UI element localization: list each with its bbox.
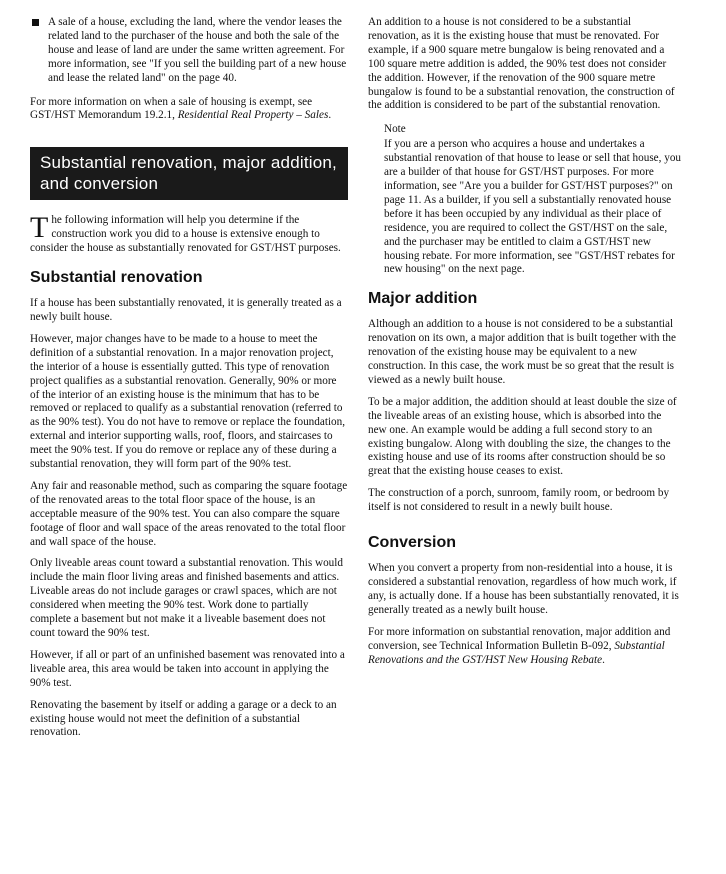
bullet-text: A sale of a house, excluding the land, where the vendor leases the related land to the purchaser of the house and both the sale of the house and lease of land are under the same written agreement. For more information, see "If you sell the building part of a new house and lease the related land" on the page 40. <box>48 16 347 84</box>
bulletin-reference-suffix: . <box>602 653 605 666</box>
paragraph: To be a major addition, the addition should at least double the size of the liveable areas of an existing house, which is absorbed into the new one. An example would be adding a full second story to an existing bungalow. Along with doubling the size, the changes to the existing house and use of its rooms after construction should be so great that the existing house ceases to exist. <box>368 395 677 478</box>
note-label: Note <box>384 123 406 136</box>
intro-text: he following information will help you determine if the construction work you did to a house is extensive enough to consider the house as substantially renovated for GST/HST purposes. <box>30 214 341 255</box>
memo-reference-title: Residential Real Property – Sales <box>177 109 329 122</box>
left-column <box>30 16 348 748</box>
addition-paragraph: An addition to a house is not considered to be a substantial renovation, as it is the existing house that must be renovated. For example, if a 900 square metre bungalow is being renovated and a 100 square metre addition is added, the 90% test does not consider the addition. However, if the renovation of the 900 square metre bungalow is found to be a substantial renovation, the construction of the addition is considered to be part of the substantial renovation. <box>368 16 675 112</box>
paragraph: If a house has been substantially renovated, it is generally treated as a newly built house. <box>30 297 342 323</box>
intro-paragraph <box>30 211 348 256</box>
note-text: If you are a person who acquires a house and undertakes a substantial renovation of that house to lease or sell that house, you are a builder of that house for GST/HST purposes. For more information, see "Are you a builder for GST/HST purposes?" on page 11. As a builder, if you sell a substantially renovated house before it has been occupied by any individual as their place of residence, you are required to collect the GST/HST on the sale, and the purchaser may be entitled to claim a GST/HST new housing rebate. For more information, see "GST/HST rebates for new housing" on the next page. <box>384 138 682 276</box>
bulletin-reference-title: Substantial Renovations and the GST/HST New Housing Rebate <box>368 639 665 666</box>
paragraph: Only liveable areas count toward a substantial renovation. This would include the main floor living areas and finished basements and attics. Liveable areas do not include garages or crawl spaces, which are not considered when meeting the 90% test. Work done to partially complete a basement but not make it a liveable basement does not count toward the 90% test. <box>30 557 343 639</box>
bulletin-reference <box>368 626 682 668</box>
drop-cap: T <box>30 211 49 245</box>
paragraph: The construction of a porch, sunroom, family room, or bedroom by itself is not considered to result in a newly built house. <box>368 487 670 514</box>
paragraph: Although an addition to a house is not considered to be a substantial renovation on its own, a major addition that is built together with the renovation of the existing house may be equivalent to a new construction. In this case, the work must be so great that the result is viewed as a newly built house. <box>368 318 676 386</box>
section-title-banner: Substantial renovation, major addition, and conversion <box>30 147 348 200</box>
note-block <box>384 123 682 277</box>
right-column <box>368 16 682 675</box>
paragraph: However, if all or part of an unfinished basement was renovated into a liveable area, this area would be taken into account in applying the 90% test. <box>30 648 345 689</box>
memo-reference-suffix: . <box>328 109 332 122</box>
heading-substantial-renovation: Substantial renovation <box>30 269 203 287</box>
paragraph: Any fair and reasonable method, such as comparing the square footage of the renovated areas to the total floor space of the house, is an acceptable measure of the 90% test. You can also compare the square footage of floor and wall space of the areas renovated to the total floor and wall space of the house. <box>30 479 348 548</box>
square-bullet-icon <box>32 19 39 26</box>
bullet-item <box>30 16 348 86</box>
memo-reference-prefix: For more information on when a sale of housing is exempt, see GST/HST Memorandum 19.2.1, <box>30 95 313 122</box>
paragraph: Renovating the basement by itself or adding a garage or a deck to an existing house would not meet the definition of a substantial renovation. <box>30 698 337 739</box>
memo-reference <box>30 96 348 124</box>
paragraph: However, major changes have to be made to a house to meet the definition of a substantial renovation. In a major renovation project, the interior of a house is essentially gutted. This type of renovation project qualifies as a substantial renovation. Generally, 90% or more of the interior of an existing house is the minimum that has to be removed or replaced to qualify as a substantial renovation (referred to as the 90% test). You do not have to remove or replace the foundation, external and interior supporting walls, roof, floors, and staircases to meet the 90% test. If you do remove or replace any of these during a substantial renovation, they will form part of the 90% test. <box>30 332 346 471</box>
heading-conversion: Conversion <box>368 534 457 552</box>
bulletin-reference-prefix: For more information on substantial renovation, major addition and conversion, see Technical Information Bulletin B-092, <box>368 625 671 652</box>
conversion-paragraph: When you convert a property from non-residential into a house, it is considered a substantial renovation, regardless of how much work, if any, is actually done. If a house has been substantially renovated, it is generally treated as a newly built house. <box>368 562 679 616</box>
heading-major-addition: Major addition <box>368 290 478 308</box>
